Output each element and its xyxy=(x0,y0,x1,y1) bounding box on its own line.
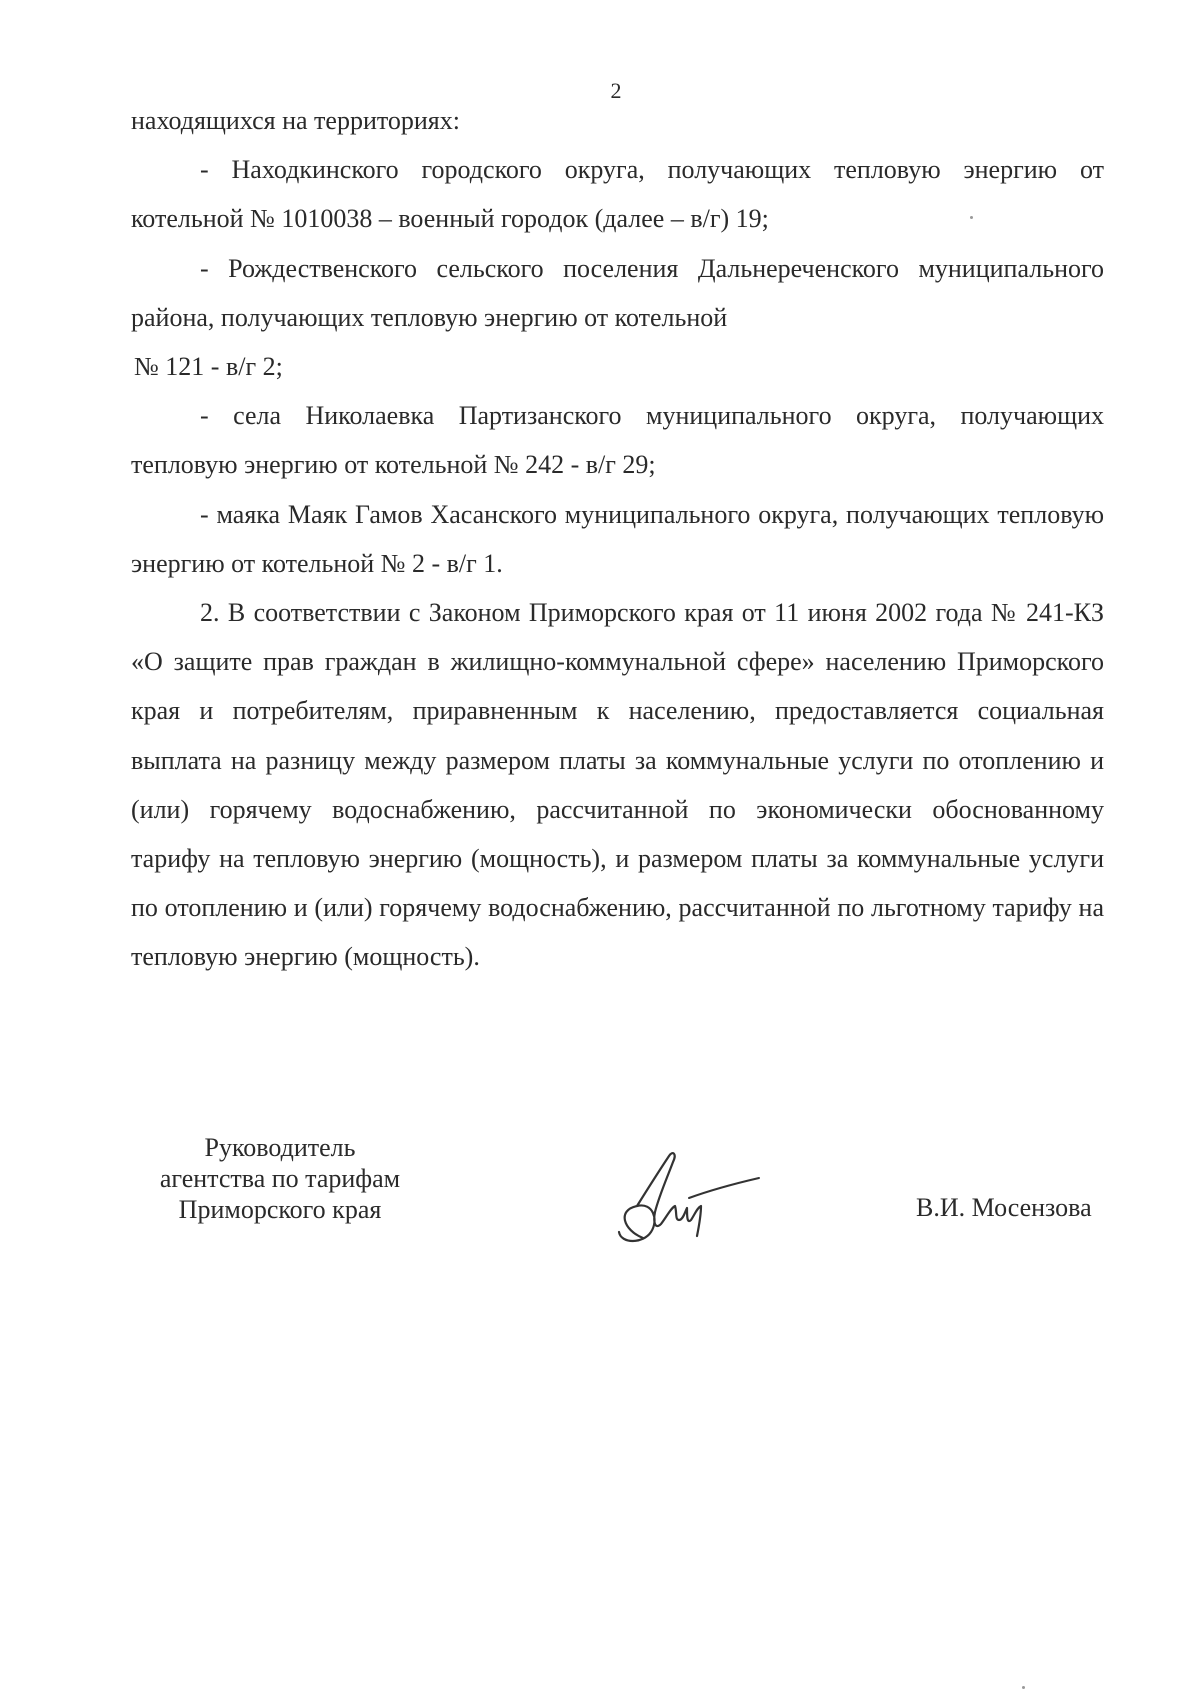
page-number: 2 xyxy=(610,78,622,103)
list-item-rozhdestvenskoe-tail: № 121 - в/г 2; xyxy=(134,352,283,382)
list-item-nikolaevka: - села Николаевка Партизанского муниципального округа, получающих тепловую энергию от котельной № 242 - в/г 29; xyxy=(131,401,1104,480)
signature-title-line-2: агентства по тарифам xyxy=(159,1164,401,1193)
scan-speck xyxy=(1022,1686,1025,1689)
intro-line: находящихся на территориях: xyxy=(131,106,460,135)
signature-title-line-3: Приморского края xyxy=(178,1195,382,1224)
signature-title xyxy=(130,1132,430,1225)
list-item-rozhdestvenskoe: - Рождественского сельского поселения Дальнереченского муниципального района, получающих тепловую энергию от котельной xyxy=(131,253,1104,332)
signature-title-line-1: Руководитель xyxy=(204,1133,356,1162)
signer-name: В.И. Мосензова xyxy=(916,1193,1092,1222)
list-item-gamov: - маяка Маяк Гамов Хасанского муниципального округа, получающих тепловую энергию от котельной № 2 - в/г 1. xyxy=(131,499,1104,578)
scan-speck xyxy=(970,216,973,219)
paragraph-2: 2. В соответствии с Законом Приморского края от 11 июня 2002 года № 241-КЗ «О защите прав граждан в жилищно-коммунальной сфере» населению Приморского края и потребителям, приравненным к населению, предоставляется социальная выплата на разницу между размером платы за коммунальные услуги по отоплению и (или) горячему водоснабжению, рассчитанной по экономически обоснованному тарифу на тепловую энергию (мощность), и размером платы за коммунальные услуги по отоплению и (или) горячему водоснабжению, рассчитанной по льготному тарифу на тепловую энергию (мощность). xyxy=(131,598,1104,972)
list-item-nakhodka: - Находкинского городского округа, получающих тепловую энергию от котельной № 1010038 – военный городок (далее – в/г) 19; xyxy=(131,155,1104,234)
handwritten-signature xyxy=(603,1150,763,1250)
document-body xyxy=(131,96,1104,982)
